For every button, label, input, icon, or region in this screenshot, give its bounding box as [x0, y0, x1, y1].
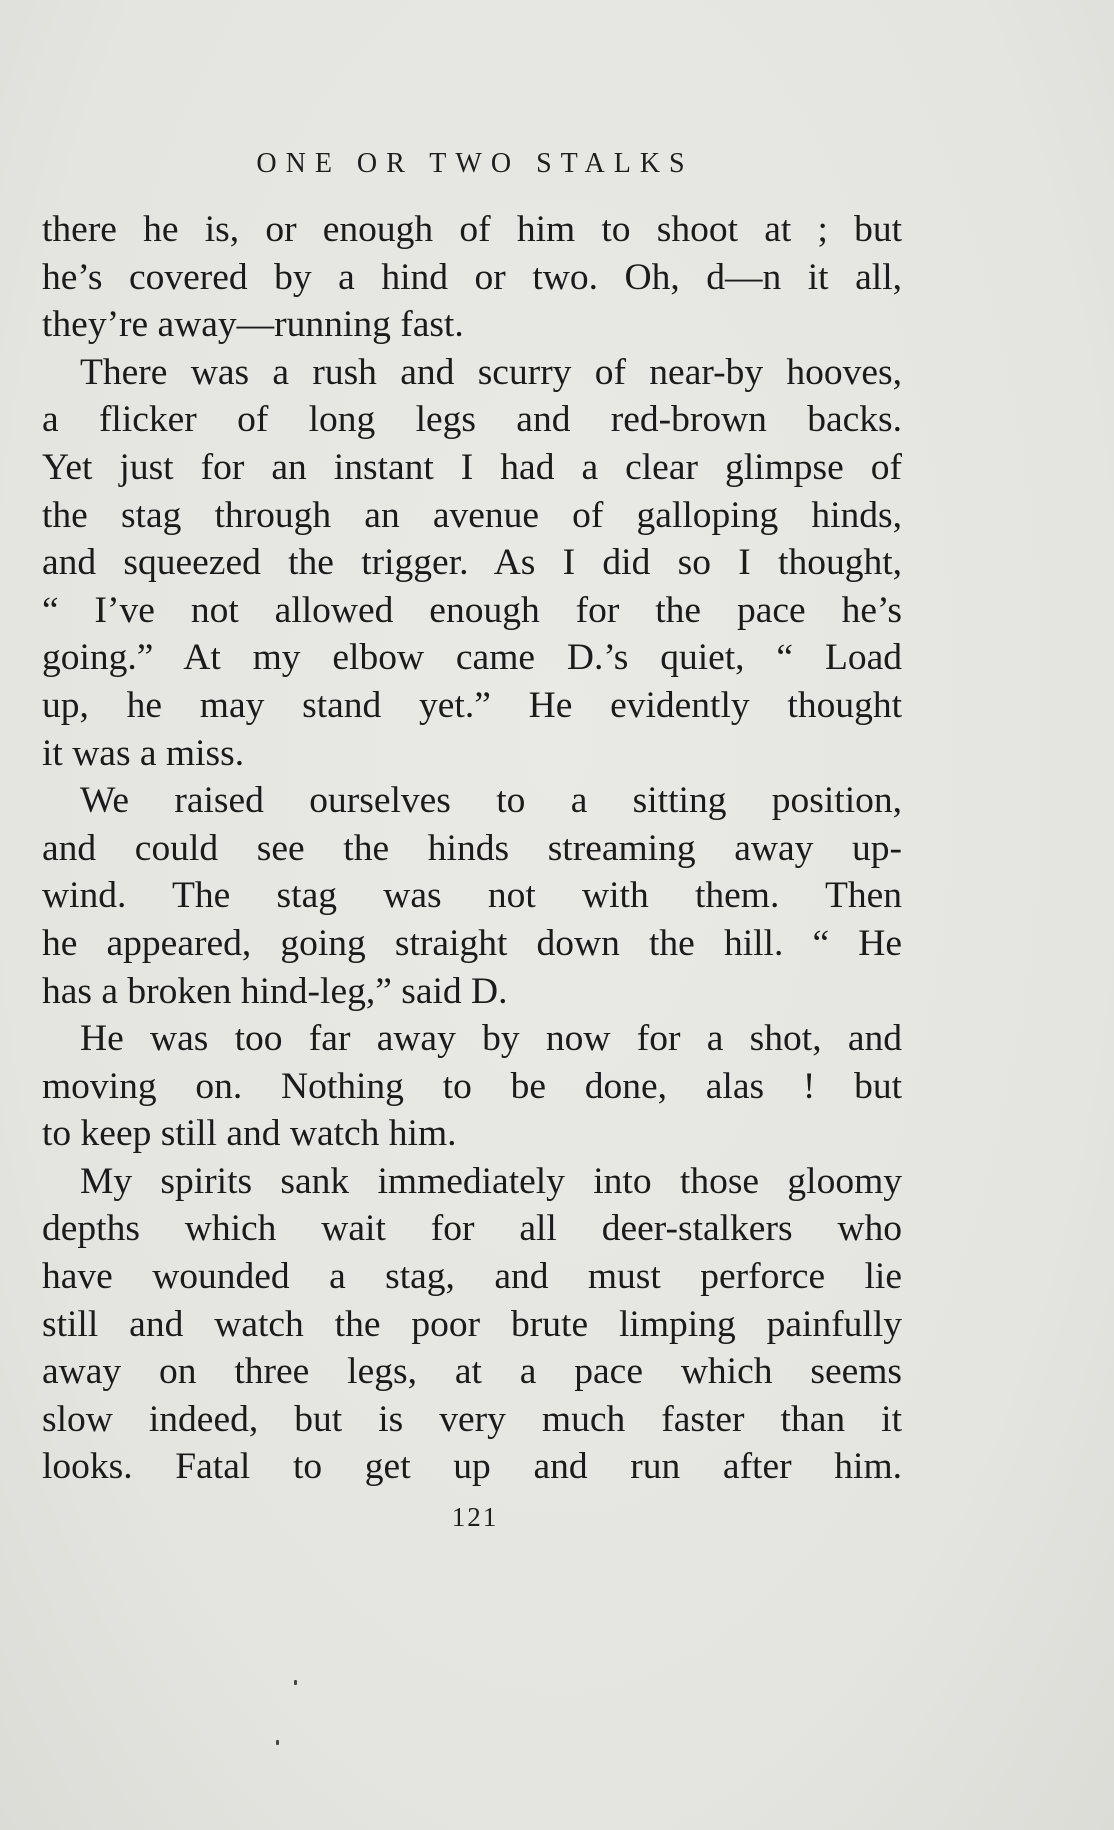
text-line: slow indeed, but is very much faster than it [42, 1398, 902, 1440]
ink-speck [276, 1740, 279, 1745]
text-line: it was a miss. [42, 732, 245, 774]
text-line: has a broken hind-leg,” said D. [42, 970, 508, 1012]
text-line: a flicker of long legs and red-brown backs. [42, 399, 902, 441]
text-line: and could see the hinds streaming away up- [42, 827, 902, 869]
text-line: still and watch the poor brute limping painfully [42, 1303, 902, 1345]
body-text [42, 206, 902, 1491]
text-line: He was too far away by now for a shot, and [80, 1018, 902, 1060]
running-head: ONE OR TWO STALKS [256, 148, 694, 179]
text-line: up, he may stand yet.” He evidently thought [42, 684, 902, 726]
ink-speck [294, 1680, 297, 1685]
text-line: there he is, or enough of him to shoot at ; but [42, 209, 902, 250]
text-line: wind. The stag was not with them. Then [42, 875, 902, 917]
text-line: have wounded a stag, and must perforce lie [42, 1256, 902, 1298]
text-line: moving on. Nothing to be done, alas ! but [42, 1065, 902, 1107]
text-line: There was a rush and scurry of near-by hooves, [80, 351, 902, 393]
text-line: looks. Fatal to get up and run after him. [42, 1446, 902, 1488]
text-line: My spirits sank immediately into those gloomy [80, 1160, 902, 1202]
text-line: away on three legs, at a pace which seems [42, 1351, 902, 1393]
text-line: to keep still and watch him. [42, 1113, 457, 1155]
text-line: depths which wait for all deer-stalkers who [42, 1208, 902, 1250]
text-line: and squeezed the trigger. As I did so I thought, [42, 542, 902, 584]
text-line: he’s covered by a hind or two. Oh, d—n it all, [42, 256, 902, 298]
text-line: going.” At my elbow came D.’s quiet, “ Load [42, 637, 902, 679]
text-line: “ I’ve not allowed enough for the pace he’s [42, 589, 902, 631]
page-number: 121 [451, 1502, 499, 1532]
text-line: he appeared, going straight down the hill. “ He [42, 922, 902, 964]
text-line: Yet just for an instant I had a clear glimpse of [42, 446, 902, 488]
text-line: We raised ourselves to a sitting position, [80, 780, 902, 822]
text-line: they’re away—running fast. [42, 304, 464, 346]
text-line: the stag through an avenue of galloping hinds, [42, 494, 902, 536]
